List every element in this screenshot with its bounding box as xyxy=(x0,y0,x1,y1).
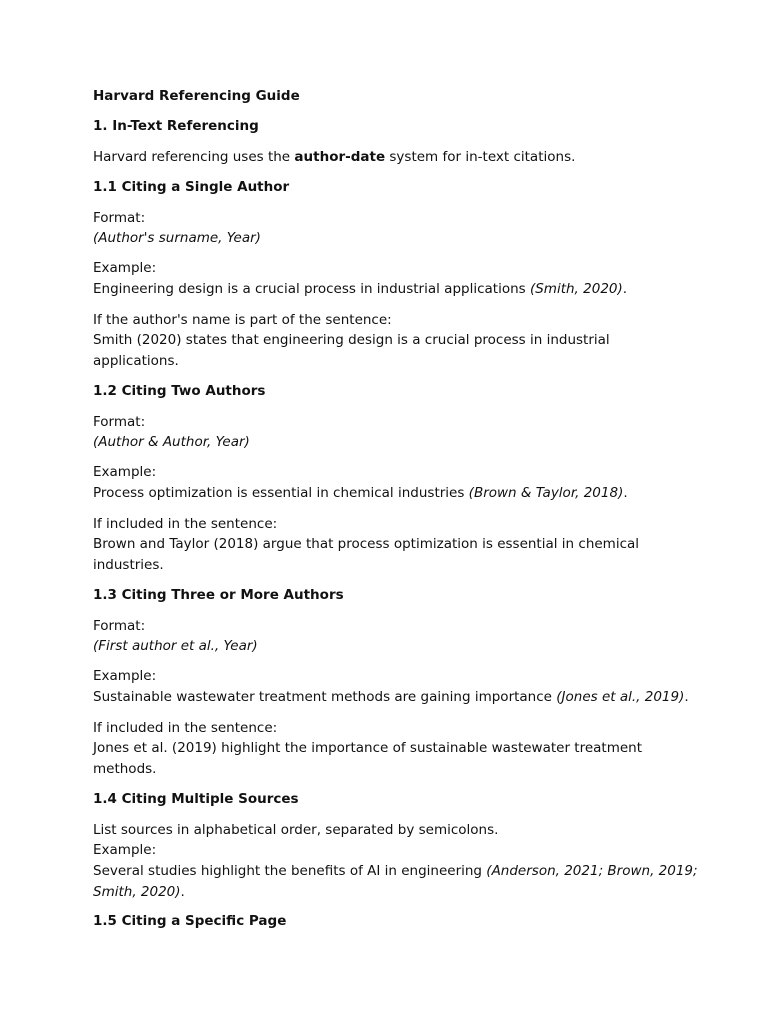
example-label: Example: xyxy=(93,842,157,858)
example-text: Several studies highlight the benefits of AI in engineering xyxy=(93,863,487,879)
sentence-example-line: Jones et al. (2019) highlight the importance of sustainable wastewater treatment xyxy=(93,740,643,756)
example-period: . xyxy=(180,884,185,900)
sentence-example-line: applications. xyxy=(93,353,179,369)
sentence-example-line: Brown and Taylor (2018) argue that process optimization is essential in chemical xyxy=(93,536,640,552)
intro-text: Harvard referencing uses the xyxy=(93,149,295,165)
format-label: Format: xyxy=(93,210,146,226)
intro-paragraph xyxy=(93,148,575,166)
instruction-text: List sources in alphabetical order, separated by semicolons. xyxy=(93,822,499,838)
section-heading-in-text-referencing: 1. In-Text Referencing xyxy=(93,118,259,134)
section-heading-multiple-sources: 1.4 Citing Multiple Sources xyxy=(93,791,299,807)
sentence-example-line: industries. xyxy=(93,557,164,573)
format-value: (Author & Author, Year) xyxy=(93,434,250,450)
example-period: . xyxy=(622,281,628,297)
example-paragraph xyxy=(93,862,698,880)
example-text: Sustainable wastewater treatment methods are gaining importance xyxy=(93,689,557,705)
sentence-label: If included in the sentence: xyxy=(93,516,278,532)
format-value: (Author's surname, Year) xyxy=(93,230,261,246)
sentence-label: If the author's name is part of the sentence: xyxy=(93,312,392,328)
example-label: Example: xyxy=(93,260,157,276)
section-heading-specific-page: 1.5 Citing a Specific Page xyxy=(93,913,287,929)
example-paragraph xyxy=(93,280,627,298)
example-period: . xyxy=(684,689,689,705)
sentence-example-line: methods. xyxy=(93,761,157,777)
section-heading-two-authors: 1.2 Citing Two Authors xyxy=(93,383,266,399)
example-text: Engineering design is a crucial process in industrial applications xyxy=(93,281,530,297)
example-label: Example: xyxy=(93,464,157,480)
example-citation: (Brown & Taylor, 2018) xyxy=(468,485,624,501)
example-citation: (Smith, 2020) xyxy=(529,281,623,297)
example-paragraph-continued xyxy=(93,883,185,901)
sentence-label: If included in the sentence: xyxy=(93,720,278,736)
example-paragraph xyxy=(93,484,628,502)
sentence-example-line: Smith (2020) states that engineering design is a crucial process in industrial xyxy=(93,332,610,348)
example-label: Example: xyxy=(93,668,157,684)
section-heading-single-author: 1.1 Citing a Single Author xyxy=(93,179,290,195)
example-paragraph xyxy=(93,688,689,706)
example-period: . xyxy=(623,485,628,501)
document-title: Harvard Referencing Guide xyxy=(93,88,300,104)
example-text: Process optimization is essential in chemical industries xyxy=(93,485,469,501)
example-citation: (Jones et al., 2019) xyxy=(556,689,685,705)
section-heading-three-or-more-authors: 1.3 Citing Three or More Authors xyxy=(93,587,344,603)
example-citation: Smith, 2020) xyxy=(93,884,181,900)
intro-text-end: system for in-text citations. xyxy=(385,149,576,165)
format-label: Format: xyxy=(93,414,146,430)
example-citation: (Anderson, 2021; Brown, 2019; xyxy=(486,863,698,879)
format-label: Format: xyxy=(93,618,146,634)
format-value: (First author et al., Year) xyxy=(93,638,258,654)
intro-bold-term: author-date xyxy=(294,149,386,165)
